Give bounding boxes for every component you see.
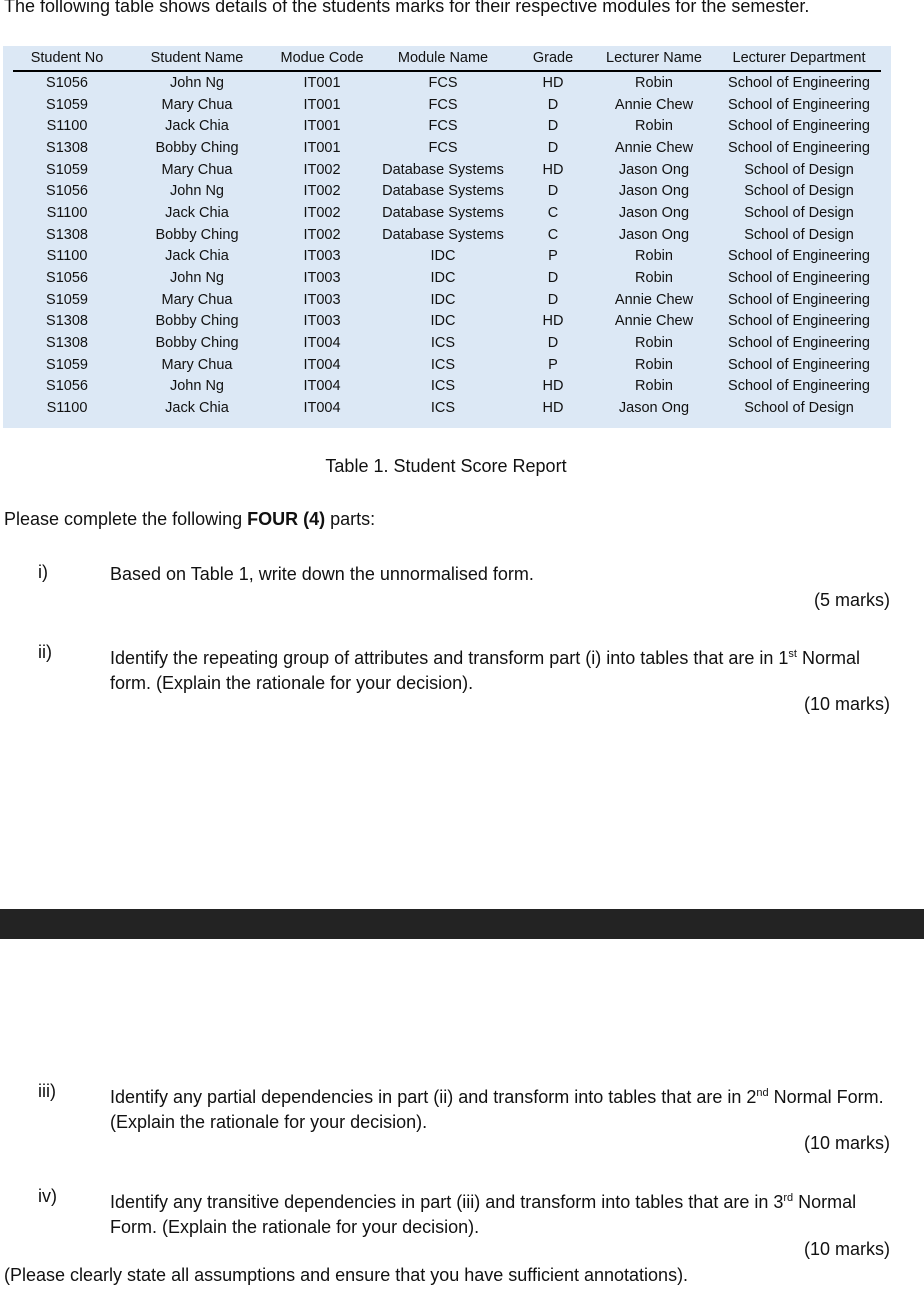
- cell-grade: HD: [542, 161, 564, 178]
- cell-lecturer-name: Jason Ong: [618, 400, 690, 417]
- table-row: [13, 289, 881, 311]
- cell-student-name: Jack Chia: [165, 204, 229, 221]
- cell-lecturer-name: Robin: [635, 248, 673, 265]
- cell-student-no: S1100: [46, 400, 88, 417]
- table-row: [13, 397, 881, 419]
- question-4-sup: rd: [783, 1192, 794, 1204]
- cell-module-name: ICS: [430, 356, 456, 373]
- cell-student-no: S1100: [46, 118, 88, 135]
- question-3-text-after: Normal Form. (Explain the rationale for your decision).: [110, 1087, 884, 1132]
- cell-module-code: IT002: [303, 161, 341, 178]
- cell-student-name: Jack Chia: [165, 118, 229, 135]
- cell-student-name: Mary Chua: [161, 96, 233, 113]
- cell-student-name: Mary Chua: [161, 356, 233, 373]
- cell-grade: HD: [542, 74, 564, 91]
- question-2-sup: st: [788, 648, 797, 660]
- cell-student-name: John Ng: [169, 74, 224, 91]
- cell-module-code: IT004: [303, 378, 341, 395]
- cell-student-no: S1056: [46, 183, 88, 200]
- cell-lecturer-name: Robin: [635, 378, 673, 395]
- table-row: [13, 137, 881, 159]
- cell-lecturer-department: School of Engineering: [728, 96, 870, 113]
- cell-lecturer-department: School of Engineering: [728, 139, 870, 156]
- cell-lecturer-department: School of Engineering: [728, 118, 870, 135]
- table-row: [13, 71, 881, 94]
- cell-student-name: Bobby Ching: [155, 335, 239, 352]
- cell-grade: P: [548, 356, 558, 373]
- cell-grade: D: [547, 335, 559, 352]
- cell-grade: C: [547, 226, 559, 243]
- cell-student-name: Bobby Ching: [155, 313, 239, 330]
- table-row: [13, 159, 881, 181]
- cell-student-no: S1056: [46, 270, 88, 287]
- question-2-marks: (10 marks): [803, 694, 890, 714]
- footer-note: (Please clearly state all assumptions and ensure that you have sufficient annotations).: [4, 1265, 689, 1285]
- question-1-marks: (5 marks): [814, 590, 890, 610]
- cell-module-name: Database Systems: [382, 226, 504, 243]
- cell-grade: D: [547, 96, 559, 113]
- cell-grade: D: [547, 270, 559, 287]
- cell-student-name: John Ng: [169, 378, 224, 395]
- cell-module-name: FCS: [428, 74, 458, 91]
- cell-lecturer-department: School of Design: [744, 183, 854, 200]
- table-row: [13, 311, 881, 333]
- question-2-text-before: Identify the repeating group of attributes and transform part (i) into tables that are in 1: [110, 648, 789, 668]
- cell-module-code: IT002: [303, 183, 341, 200]
- cell-module-code: IT004: [303, 400, 341, 417]
- cell-student-no: S1056: [46, 74, 88, 91]
- question-4-text-after: Normal Form. (Explain the rationale for your decision).: [110, 1192, 857, 1237]
- header-grade: Grade: [515, 46, 591, 71]
- cell-lecturer-name: Robin: [635, 335, 673, 352]
- header-student-no: Student No: [13, 46, 121, 71]
- cell-lecturer-department: School of Engineering: [728, 248, 870, 265]
- table-row: [13, 376, 881, 398]
- cell-module-code: IT001: [303, 139, 341, 156]
- instructions-bold: FOUR (4): [247, 509, 326, 529]
- cell-lecturer-name: Robin: [635, 270, 673, 287]
- page-divider-bar: [0, 909, 924, 939]
- cell-module-name: ICS: [430, 400, 456, 417]
- cell-module-name: IDC: [430, 313, 456, 330]
- cell-student-no: S1308: [46, 139, 88, 156]
- question-2-text: [110, 642, 890, 696]
- question-3-number: iii): [38, 1081, 56, 1101]
- cell-module-name: FCS: [428, 96, 458, 113]
- cell-lecturer-name: Robin: [635, 118, 673, 135]
- cell-module-code: IT001: [303, 118, 341, 135]
- question-4-text: [110, 1186, 890, 1240]
- cell-student-name: Mary Chua: [161, 291, 233, 308]
- instructions-suffix: parts:: [325, 509, 376, 529]
- table-row: [13, 115, 881, 137]
- cell-grade: D: [547, 291, 559, 308]
- cell-student-name: Jack Chia: [165, 400, 229, 417]
- cell-module-name: Database Systems: [382, 161, 504, 178]
- cell-student-name: Bobby Ching: [155, 139, 239, 156]
- cell-student-no: S1308: [46, 313, 88, 330]
- cell-student-no: S1059: [46, 161, 88, 178]
- question-2-number: ii): [38, 642, 52, 662]
- cell-grade: D: [547, 139, 559, 156]
- cell-module-name: ICS: [430, 335, 456, 352]
- cell-lecturer-name: Annie Chew: [614, 139, 694, 156]
- cell-lecturer-department: School of Engineering: [728, 291, 870, 308]
- cell-student-name: Jack Chia: [165, 248, 229, 265]
- table-header-row: [13, 46, 881, 71]
- cell-student-no: S1059: [46, 356, 88, 373]
- cell-grade: HD: [542, 313, 564, 330]
- cell-student-name: John Ng: [169, 270, 224, 287]
- cell-lecturer-name: Annie Chew: [614, 96, 694, 113]
- cell-lecturer-department: School of Engineering: [728, 270, 870, 287]
- intro-text: The following table shows details of the students marks for their respective modules for the semester.: [4, 0, 810, 16]
- cell-student-name: John Ng: [169, 183, 224, 200]
- question-2-text-after: Normal form. (Explain the rationale for your decision).: [110, 648, 860, 693]
- header-module-code: Modue Code: [273, 46, 371, 71]
- question-4-number: iv): [38, 1186, 57, 1206]
- cell-grade: D: [547, 183, 559, 200]
- cell-module-code: IT001: [303, 74, 341, 91]
- table-row: [13, 202, 881, 224]
- cell-module-code: IT004: [303, 356, 341, 373]
- cell-student-no: S1059: [46, 291, 88, 308]
- cell-module-name: IDC: [430, 248, 456, 265]
- header-lecturer-department: Lecturer Department: [717, 46, 881, 71]
- question-3-text-before: Identify any partial dependencies in part (ii) and transform into tables that are in 2: [110, 1087, 757, 1107]
- cell-module-name: FCS: [428, 139, 458, 156]
- cell-module-code: IT002: [303, 226, 341, 243]
- cell-student-no: S1308: [46, 335, 88, 352]
- cell-student-name: Bobby Ching: [155, 226, 239, 243]
- header-lecturer-name: Lecturer Name: [591, 46, 717, 71]
- cell-student-name: Mary Chua: [161, 161, 233, 178]
- cell-student-no: S1056: [46, 378, 88, 395]
- table-caption: Table 1. Student Score Report: [325, 456, 567, 476]
- header-student-name: Student Name: [121, 46, 273, 71]
- cell-lecturer-name: Annie Chew: [614, 291, 694, 308]
- cell-module-code: IT003: [303, 270, 341, 287]
- cell-student-no: S1100: [46, 248, 88, 265]
- cell-lecturer-name: Robin: [635, 356, 673, 373]
- table-row: [13, 332, 881, 354]
- cell-module-name: Database Systems: [382, 204, 504, 221]
- cell-grade: P: [548, 248, 558, 265]
- cell-lecturer-name: Robin: [635, 74, 673, 91]
- cell-module-name: ICS: [430, 378, 456, 395]
- table-row: [13, 354, 881, 376]
- cell-lecturer-department: School of Engineering: [728, 356, 870, 373]
- instructions-prefix: Please complete the following: [4, 509, 248, 529]
- question-3-text: [110, 1081, 890, 1135]
- cell-lecturer-department: School of Design: [744, 161, 854, 178]
- cell-module-code: IT001: [303, 96, 341, 113]
- header-module-name: Module Name: [371, 46, 515, 71]
- question-4-text-before: Identify any transitive dependencies in part (iii) and transform into tables that are in 3: [110, 1192, 784, 1212]
- question-3-marks: (10 marks): [803, 1133, 890, 1153]
- table-row: [13, 180, 881, 202]
- question-3-sup: nd: [756, 1087, 769, 1099]
- cell-module-name: Database Systems: [382, 183, 504, 200]
- instructions: [4, 509, 375, 530]
- cell-module-name: IDC: [430, 291, 456, 308]
- cell-student-no: S1059: [46, 96, 88, 113]
- cell-module-code: IT003: [303, 291, 341, 308]
- cell-lecturer-name: Jason Ong: [618, 226, 690, 243]
- cell-lecturer-name: Jason Ong: [618, 161, 690, 178]
- cell-module-name: FCS: [428, 118, 458, 135]
- table-row: [13, 267, 881, 289]
- cell-lecturer-department: School of Engineering: [728, 313, 870, 330]
- cell-lecturer-department: School of Engineering: [728, 378, 870, 395]
- cell-student-no: S1308: [46, 226, 88, 243]
- cell-module-code: IT003: [303, 313, 341, 330]
- cell-module-code: IT004: [303, 335, 341, 352]
- cell-module-name: IDC: [430, 270, 456, 287]
- table-row: [13, 246, 881, 268]
- cell-module-code: IT002: [303, 204, 341, 221]
- cell-lecturer-department: School of Engineering: [728, 335, 870, 352]
- cell-grade: D: [547, 118, 559, 135]
- cell-lecturer-name: Annie Chew: [614, 313, 694, 330]
- question-1-number: i): [38, 562, 48, 582]
- cell-grade: HD: [542, 400, 564, 417]
- cell-student-no: S1100: [46, 204, 88, 221]
- table-row: [13, 94, 881, 116]
- question-1-text: Based on Table 1, write down the unnormalised form.: [110, 564, 534, 584]
- cell-grade: C: [547, 204, 559, 221]
- cell-lecturer-department: School of Design: [744, 226, 854, 243]
- table-row: [13, 224, 881, 246]
- cell-module-code: IT003: [303, 248, 341, 265]
- cell-lecturer-department: School of Design: [744, 400, 854, 417]
- question-4-marks: (10 marks): [803, 1239, 890, 1259]
- cell-lecturer-department: School of Design: [744, 204, 854, 221]
- cell-lecturer-department: School of Engineering: [728, 74, 870, 91]
- student-score-table: [3, 46, 891, 428]
- cell-lecturer-name: Jason Ong: [618, 183, 690, 200]
- cell-lecturer-name: Jason Ong: [618, 204, 690, 221]
- cell-grade: HD: [542, 378, 564, 395]
